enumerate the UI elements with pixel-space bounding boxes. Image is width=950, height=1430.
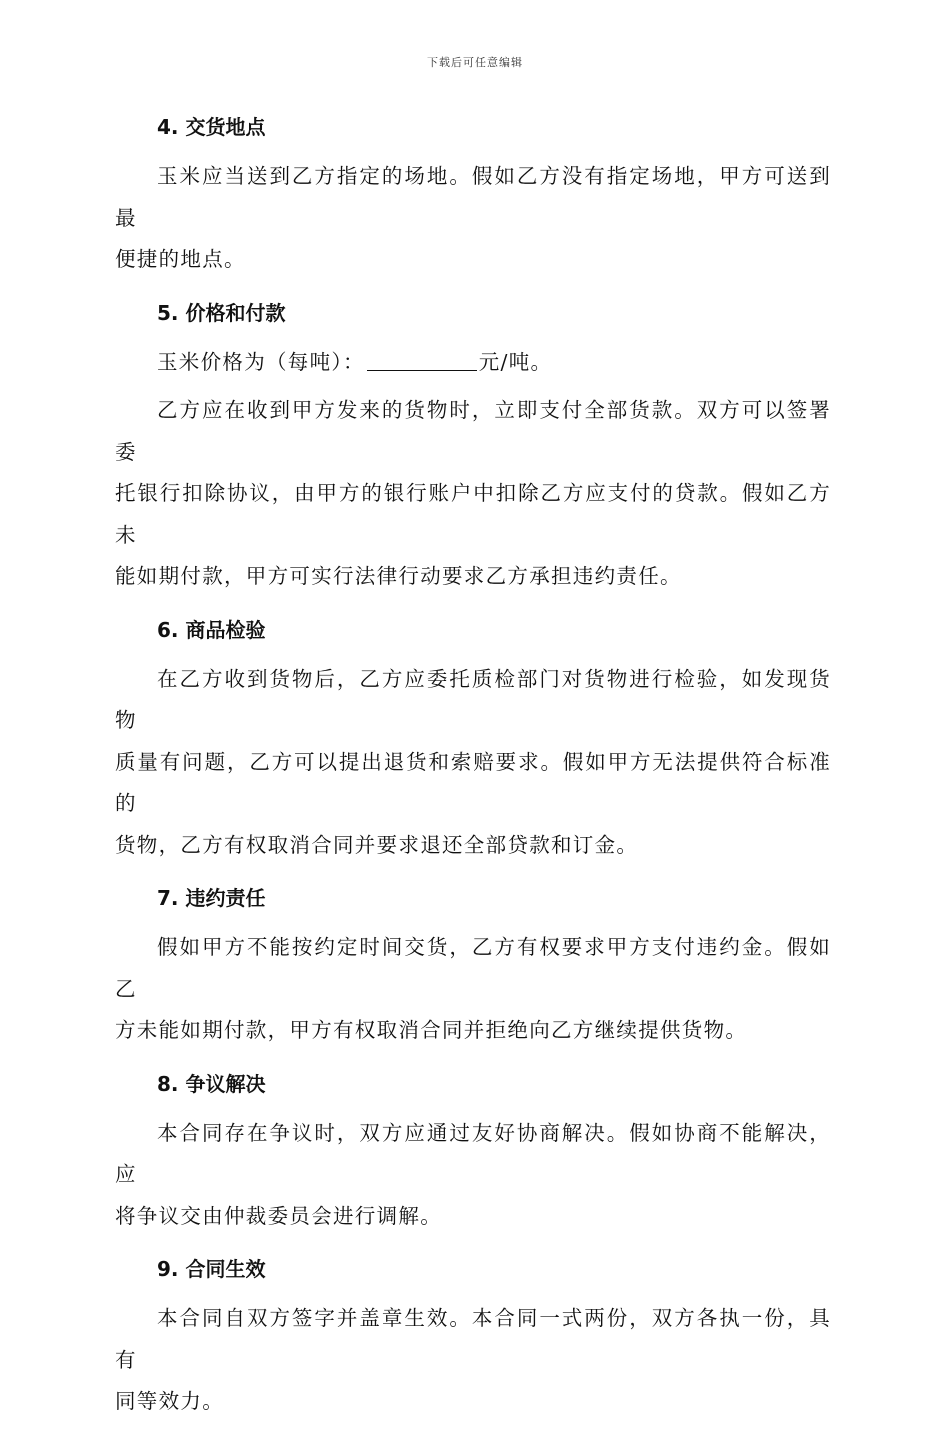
paragraph-dispute xyxy=(115,1113,831,1238)
page-header: 下载后可任意编辑 xyxy=(427,56,523,69)
section-title-delivery-location: 4. 交货地点 xyxy=(157,115,266,139)
text-line: 假如甲方不能按约定时间交货，乙方有权要求甲方支付违约金。假如乙 xyxy=(115,935,831,1001)
section-title-inspection: 6. 商品检验 xyxy=(157,617,266,642)
price-suffix: 元/吨。 xyxy=(478,349,553,374)
text-line: 乙方应在收到甲方发来的货物时，立即支付全部货款。双方可以签署委 xyxy=(115,398,831,464)
paragraph-delivery-location xyxy=(115,156,831,281)
paragraph-inspection xyxy=(115,659,831,867)
text-line: 方未能如期付款，甲方有权取消合同并拒绝向乙方继续提供货物。 xyxy=(115,1018,748,1042)
text-line: 货物，乙方有权取消合同并要求退还全部贷款和订金。 xyxy=(115,832,639,857)
text-line: 本合同存在争议时，双方应通过友好协商解决。假如协商不能解决，应 xyxy=(115,1120,831,1186)
text-line: 能如期付款，甲方可实行法律行动要求乙方承担违约责任。 xyxy=(115,564,682,588)
text-line: 同等效力。 xyxy=(115,1389,224,1413)
text-line: 便捷的地点。 xyxy=(115,247,246,271)
text-line: 本合同自双方签字并盖章生效。本合同一式两份，双方各执一份，具有 xyxy=(115,1306,831,1372)
text-line: 玉米应当送到乙方指定的场地。假如乙方没有指定场地，甲方可送到最 xyxy=(115,164,831,230)
paragraph-effectiveness xyxy=(115,1298,831,1423)
price-prefix: 玉米价格为（每吨）： xyxy=(157,349,365,374)
section-title-dispute: 8. 争议解决 xyxy=(157,1071,266,1096)
section-title-effectiveness: 9. 合同生效 xyxy=(157,1257,266,1281)
text-line: 在乙方收到货物后，乙方应委托质检部门对货物进行检验，如发现货物 xyxy=(115,666,831,732)
text-line: 质量有问题，乙方可以提出退货和索赔要求。假如甲方无法提供符合标准的 xyxy=(115,749,831,815)
text-line: 将争议交由仲裁委员会进行调解。 xyxy=(115,1203,442,1228)
text-line: 托银行扣除协议，由甲方的银行账户中扣除乙方应支付的贷款。假如乙方未 xyxy=(115,481,831,547)
document-body xyxy=(115,110,831,1430)
price-blank-field[interactable] xyxy=(367,348,477,371)
paragraph-price xyxy=(115,342,831,384)
paragraph-payment xyxy=(115,390,831,598)
section-title-liability: 7. 违约责任 xyxy=(157,886,266,910)
section-title-price-payment: 5. 价格和付款 xyxy=(157,300,286,325)
paragraph-liability xyxy=(115,927,831,1052)
